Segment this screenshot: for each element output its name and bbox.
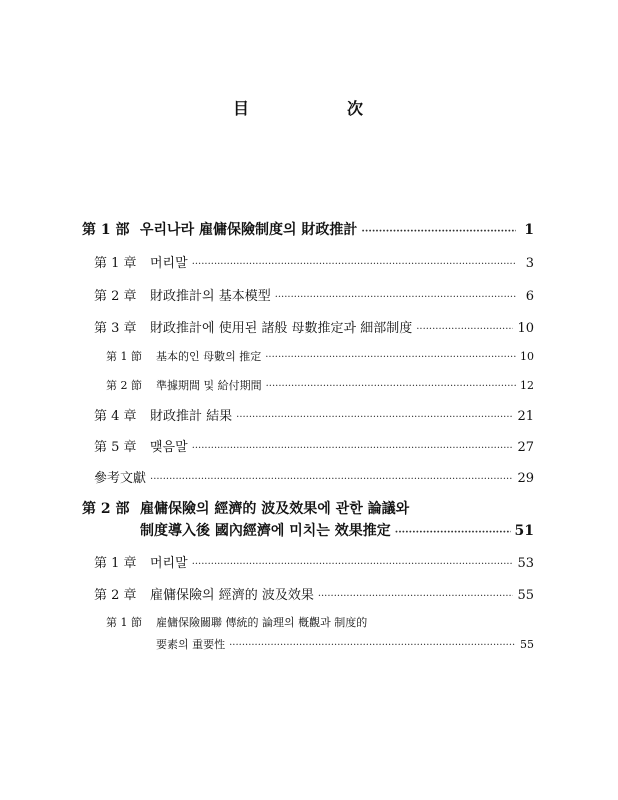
leader-dots xyxy=(361,226,516,237)
leader-dots xyxy=(192,259,516,270)
toc-number: 第 1 章 xyxy=(94,556,137,571)
toc-page-number: 10 xyxy=(520,350,534,363)
leader-dots xyxy=(236,412,513,423)
toc-page-number: 27 xyxy=(517,440,534,455)
toc-title: 制度導入後 國內經濟에 미치는 效果推定 xyxy=(140,523,391,539)
toc-entry-chapter[interactable] xyxy=(94,405,534,424)
toc-entry-chapter[interactable] xyxy=(94,436,534,455)
toc-number: 第 5 章 xyxy=(94,440,137,455)
toc-title-line1: 雇傭保險의 經濟的 波及效果에 관한 論議와 xyxy=(140,501,410,517)
toc-entry-chapter[interactable] xyxy=(94,317,534,336)
toc-title: 雇傭保險의 經濟的 波及效果 xyxy=(150,588,314,603)
toc-page-number: 3 xyxy=(525,256,534,271)
toc-title: 財政推計의 基本模型 xyxy=(150,289,271,304)
leader-dots xyxy=(395,527,511,538)
toc-entry-part-1[interactable] xyxy=(82,219,534,239)
leader-dots xyxy=(192,559,514,570)
toc-entry-references[interactable] xyxy=(94,467,534,486)
toc-page-number: 21 xyxy=(517,409,534,424)
toc-number: 第 1 節 xyxy=(106,616,142,629)
toc-number: 第 2 節 xyxy=(106,379,142,392)
toc-title: 準據期間 및 給付期間 xyxy=(156,379,262,392)
toc-number: 第 1 節 xyxy=(106,350,142,363)
leader-dots xyxy=(266,381,516,392)
toc-number: 第 2 章 xyxy=(94,289,137,304)
toc-entry-part-2-line1[interactable] xyxy=(82,498,409,518)
toc-title: 要素의 重要性 xyxy=(156,638,226,651)
toc-title: 맺음말 xyxy=(150,440,188,455)
toc-entry-section[interactable] xyxy=(106,348,534,364)
toc-title: 財政推計에 使用된 諸般 母數推定과 細部制度 xyxy=(150,321,413,336)
toc-number: 第 1 章 xyxy=(94,256,137,271)
leader-dots xyxy=(275,292,516,303)
leader-dots xyxy=(150,474,513,485)
toc-title: 財政推計 結果 xyxy=(150,409,233,424)
toc-page-number: 10 xyxy=(517,321,534,336)
leader-dots xyxy=(265,352,516,363)
toc-title: 머리말 xyxy=(150,256,188,271)
toc-entry-section[interactable] xyxy=(106,377,534,393)
toc-title: 우리나라 雇傭保險制度의 財政推計 xyxy=(140,222,358,238)
toc-title: 基本的인 母數의 推定 xyxy=(156,350,262,363)
toc-page-number: 12 xyxy=(520,379,534,392)
leader-dots xyxy=(229,640,516,651)
toc-page-number: 29 xyxy=(517,471,534,486)
leader-dots xyxy=(416,324,513,335)
page-title: 目 次 xyxy=(232,99,385,118)
toc-number: 第 3 章 xyxy=(94,321,137,336)
toc-page-number: 1 xyxy=(524,222,534,238)
toc-entry-chapter[interactable] xyxy=(94,552,534,571)
toc-title: 머리말 xyxy=(150,556,188,571)
toc-page-number: 6 xyxy=(525,289,534,304)
toc-entry-chapter[interactable] xyxy=(94,252,534,271)
toc-number: 第 1 部 xyxy=(82,222,130,238)
toc-number: 第 2 部 xyxy=(82,501,130,517)
toc-number: 第 4 章 xyxy=(94,409,137,424)
toc-entry-chapter[interactable] xyxy=(94,285,534,304)
toc-page-number: 53 xyxy=(517,556,534,571)
leader-dots xyxy=(318,591,514,602)
toc-entry-section[interactable] xyxy=(156,636,534,652)
toc-entry-part-2[interactable] xyxy=(140,520,534,540)
toc-title-line1: 雇傭保險關聯 傳統的 論理의 槪觀과 制度的 xyxy=(156,616,368,629)
leader-dots xyxy=(192,443,514,454)
toc-entry-chapter[interactable] xyxy=(94,584,534,603)
toc-page-number: 55 xyxy=(517,588,534,603)
toc-number: 第 2 章 xyxy=(94,588,137,603)
toc-title: 參考文獻 xyxy=(94,471,147,486)
toc-page-number: 51 xyxy=(514,523,534,539)
toc-page-number: 55 xyxy=(520,638,534,651)
toc-entry-section-line1[interactable] xyxy=(106,614,367,630)
